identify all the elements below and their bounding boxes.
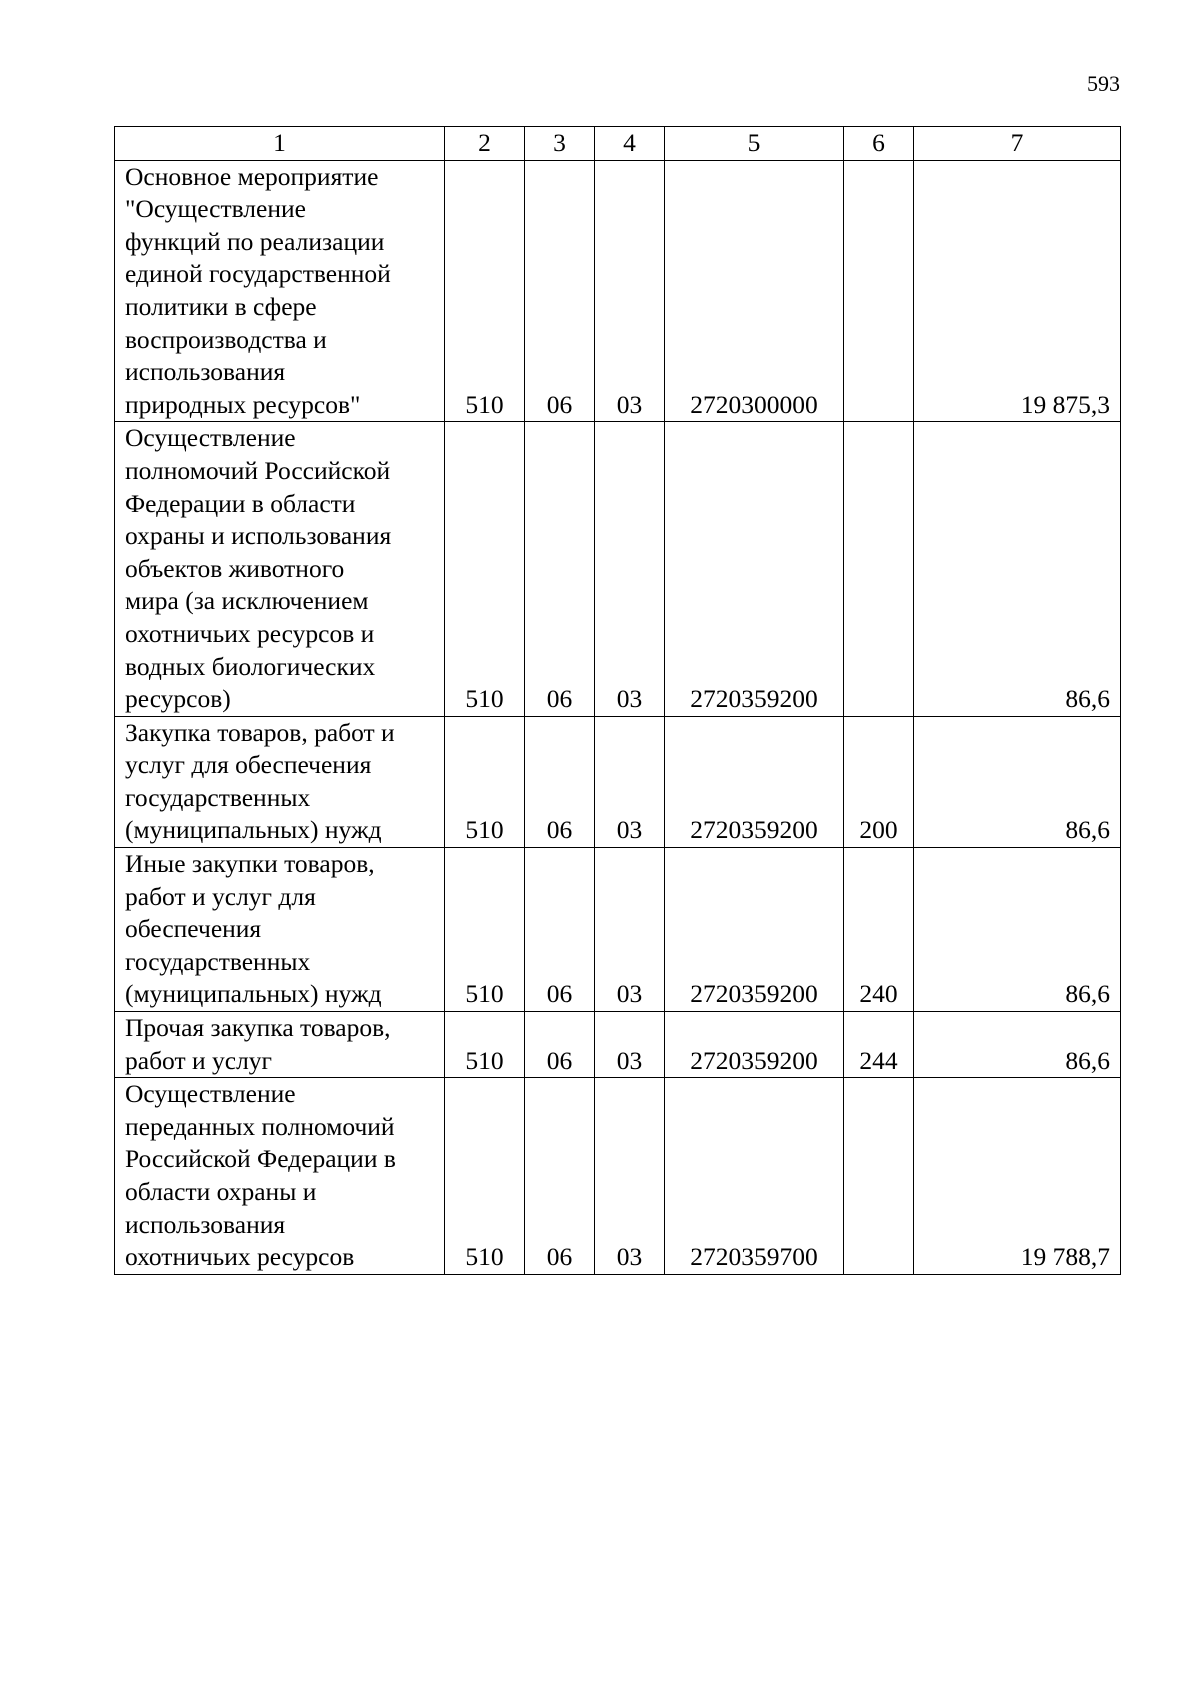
header-row — [115, 127, 1121, 161]
expense-type-cell: 244 — [844, 1012, 914, 1078]
item-name-line: Осуществление — [125, 1079, 296, 1109]
item-name-line: работ и услуг для — [125, 881, 316, 911]
expense-type-cell — [844, 160, 914, 422]
target-article-cell: 2720359200 — [665, 1012, 844, 1078]
ministry-code-cell: 510 — [445, 848, 525, 1012]
amount-cell: 86,6 — [914, 1012, 1121, 1078]
item-name-line: полномочий Российской — [125, 455, 391, 485]
subsection-code-cell: 03 — [595, 848, 665, 1012]
table-row — [115, 848, 1121, 1012]
subsection-code-cell: 03 — [595, 1012, 665, 1078]
item-name-line: охотничьих ресурсов — [125, 1242, 355, 1272]
item-name-line: работ и услуг — [125, 1045, 272, 1075]
item-name-line: объектов животного — [125, 553, 345, 583]
item-name-line: переданных полномочий — [125, 1111, 395, 1141]
item-name-line: (муниципальных) нужд — [125, 815, 382, 845]
target-article-cell: 2720300000 — [665, 160, 844, 422]
item-name-line: (муниципальных) нужд — [125, 979, 382, 1009]
item-name-cell — [115, 1078, 445, 1275]
budget-table — [114, 126, 1121, 1275]
column-header-2: 2 — [445, 127, 525, 161]
subsection-code-cell: 03 — [595, 1078, 665, 1275]
item-name-line: "Осуществление — [125, 194, 306, 224]
section-code-cell: 06 — [525, 422, 595, 716]
item-name-line: использования — [125, 357, 286, 387]
ministry-code-cell: 510 — [445, 422, 525, 716]
table-row — [115, 422, 1121, 716]
section-code-cell: 06 — [525, 716, 595, 847]
table-row — [115, 1078, 1121, 1275]
expense-type-cell: 200 — [844, 716, 914, 847]
section-code-cell: 06 — [525, 848, 595, 1012]
column-header-6: 6 — [844, 127, 914, 161]
item-name-line: мира (за исключением — [125, 586, 369, 616]
amount-cell: 86,6 — [914, 422, 1121, 716]
item-name-line: Осуществление — [125, 423, 296, 453]
item-name-line: Иные закупки товаров, — [125, 849, 375, 879]
item-name-line: единой государственной — [125, 259, 391, 289]
amount-cell: 86,6 — [914, 848, 1121, 1012]
item-name-cell — [115, 848, 445, 1012]
page-number: 593 — [1087, 71, 1120, 96]
item-name-line: Российской Федерации в — [125, 1144, 396, 1174]
target-article-cell: 2720359200 — [665, 848, 844, 1012]
item-name-cell — [115, 1012, 445, 1078]
table-row — [115, 1012, 1121, 1078]
item-name-line: воспроизводства и — [125, 324, 327, 354]
item-name-line: охотничьих ресурсов и — [125, 618, 375, 648]
item-name-line: Федерации в области — [125, 488, 356, 518]
ministry-code-cell: 510 — [445, 1012, 525, 1078]
target-article-cell: 2720359200 — [665, 716, 844, 847]
expense-type-cell: 240 — [844, 848, 914, 1012]
item-name-line: области охраны и — [125, 1177, 317, 1206]
item-name-line: водных биологических — [125, 651, 376, 681]
item-name-line: услуг для обеспечения — [125, 750, 372, 780]
section-code-cell: 06 — [525, 1078, 595, 1275]
item-name-line: функций по реализации — [125, 226, 385, 256]
ministry-code-cell: 510 — [445, 1078, 525, 1275]
expense-type-cell — [844, 1078, 914, 1275]
column-header-4: 4 — [595, 127, 665, 161]
amount-cell: 19 788,7 — [914, 1078, 1121, 1275]
amount-cell: 86,6 — [914, 716, 1121, 847]
subsection-code-cell: 03 — [595, 422, 665, 716]
amount-cell: 19 875,3 — [914, 160, 1121, 422]
section-code-cell: 06 — [525, 160, 595, 422]
column-header-1: 1 — [115, 127, 445, 161]
column-header-5: 5 — [665, 127, 844, 161]
item-name-line: Закупка товаров, работ и — [125, 717, 395, 747]
item-name-line: государственных — [125, 946, 311, 976]
item-name-line: природных ресурсов" — [125, 389, 361, 419]
item-name-line: Основное мероприятие — [125, 161, 379, 191]
item-name-cell — [115, 160, 445, 422]
target-article-cell: 2720359200 — [665, 422, 844, 716]
column-header-3: 3 — [525, 127, 595, 161]
item-name-line: политики в сфере — [125, 291, 317, 321]
item-name-line: обеспечения — [125, 914, 262, 944]
table-row — [115, 716, 1121, 847]
item-name-line: охраны и использования — [125, 521, 392, 551]
subsection-code-cell: 03 — [595, 716, 665, 847]
target-article-cell: 2720359700 — [665, 1078, 844, 1275]
item-name-line: ресурсов) — [125, 684, 231, 714]
item-name-cell — [115, 716, 445, 847]
table-row — [115, 160, 1121, 422]
item-name-line: Прочая закупка товаров, — [125, 1013, 391, 1043]
expense-type-cell — [844, 422, 914, 716]
section-code-cell: 06 — [525, 1012, 595, 1078]
subsection-code-cell: 03 — [595, 160, 665, 422]
item-name-line: использования — [125, 1209, 286, 1239]
item-name-cell — [115, 422, 445, 716]
ministry-code-cell: 510 — [445, 716, 525, 847]
ministry-code-cell: 510 — [445, 160, 525, 422]
column-header-7: 7 — [914, 127, 1121, 161]
item-name-line: государственных — [125, 782, 311, 812]
